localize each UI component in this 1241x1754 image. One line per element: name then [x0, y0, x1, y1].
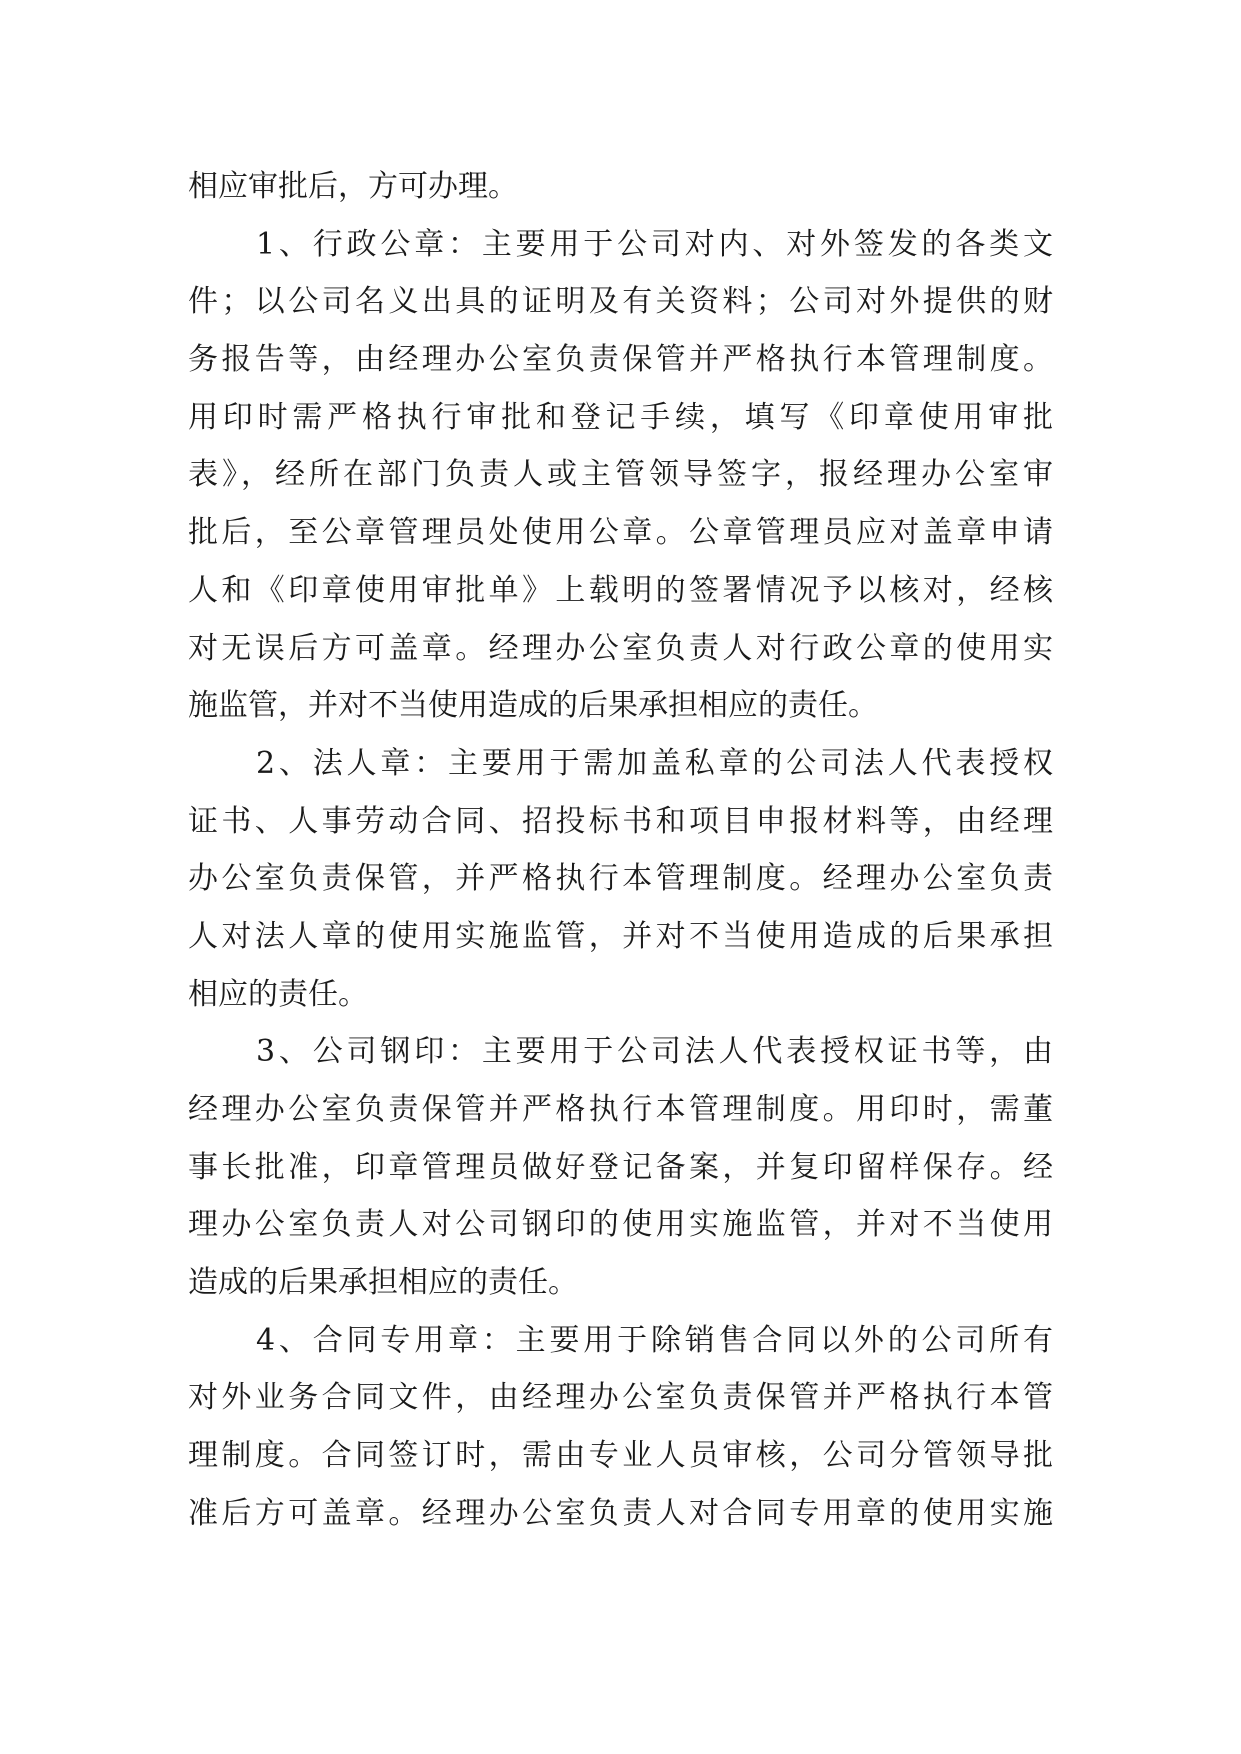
text-line: 表》，经所在部门负责人或主管领导签字，报经理办公室审	[188, 457, 1053, 493]
text-line: 批后，至公章管理员处使用公章。公章管理员应对盖章申请	[188, 515, 1053, 551]
text-line: 1、行政公章：主要用于公司对内、对外签发的各类文	[256, 226, 1053, 262]
text-line: 经理办公室负责保管并严格执行本管理制度。用印时，需董	[188, 1092, 1053, 1127]
text-line: 务报告等，由经理办公室负责保管并严格执行本管理制度。	[188, 342, 1053, 378]
text-line: 用印时需严格执行审批和登记手续，填写《印章使用审批	[188, 399, 1053, 435]
text-line: 证书、人事劳动合同、招投标书和项目申报材料等，由经理	[188, 803, 1053, 839]
text-line: 人和《印章使用审批单》上载明的签署情况予以核对，经核	[188, 572, 1053, 608]
text-line: 件；以公司名义出具的证明及有关资料；公司对外提供的财	[188, 284, 1053, 320]
text-line: 2、法人章：主要用于需加盖私章的公司法人代表授权	[256, 745, 1053, 781]
text-line: 3、公司钢印：主要用于公司法人代表授权证书等，由	[256, 1034, 1053, 1070]
text-line: 对无误后方可盖章。经理办公室负责人对行政公章的使用实	[188, 630, 1053, 666]
text-line: 办公室负责保管，并严格执行本管理制度。经理办公室负责	[188, 861, 1053, 897]
text-line: 相应审批后，方可办理。	[188, 169, 518, 204]
text-line: 理制度。合同签订时，需由专业人员审核，公司分管领导批	[188, 1438, 1053, 1474]
text-line: 准后方可盖章。经理办公室负责人对合同专用章的使用实施	[188, 1495, 1053, 1531]
text-line: 造成的后果承担相应的责任。	[188, 1265, 578, 1301]
text-line: 事长批准，印章管理员做好登记备案，并复印留样保存。经	[188, 1149, 1053, 1185]
document-body	[188, 158, 1053, 1543]
text-line: 施监管，并对不当使用造成的后果承担相应的责任。	[188, 688, 878, 724]
text-line: 对外业务合同文件，由经理办公室负责保管并严格执行本管	[188, 1380, 1053, 1416]
text-line: 理办公室负责人对公司钢印的使用实施监管，并对不当使用	[188, 1207, 1053, 1243]
text-line: 相应的责任。	[188, 976, 368, 1012]
text-line: 4、合同专用章：主要用于除销售合同以外的公司所有	[256, 1322, 1053, 1358]
text-line: 人对法人章的使用实施监管，并对不当使用造成的后果承担	[188, 918, 1053, 954]
